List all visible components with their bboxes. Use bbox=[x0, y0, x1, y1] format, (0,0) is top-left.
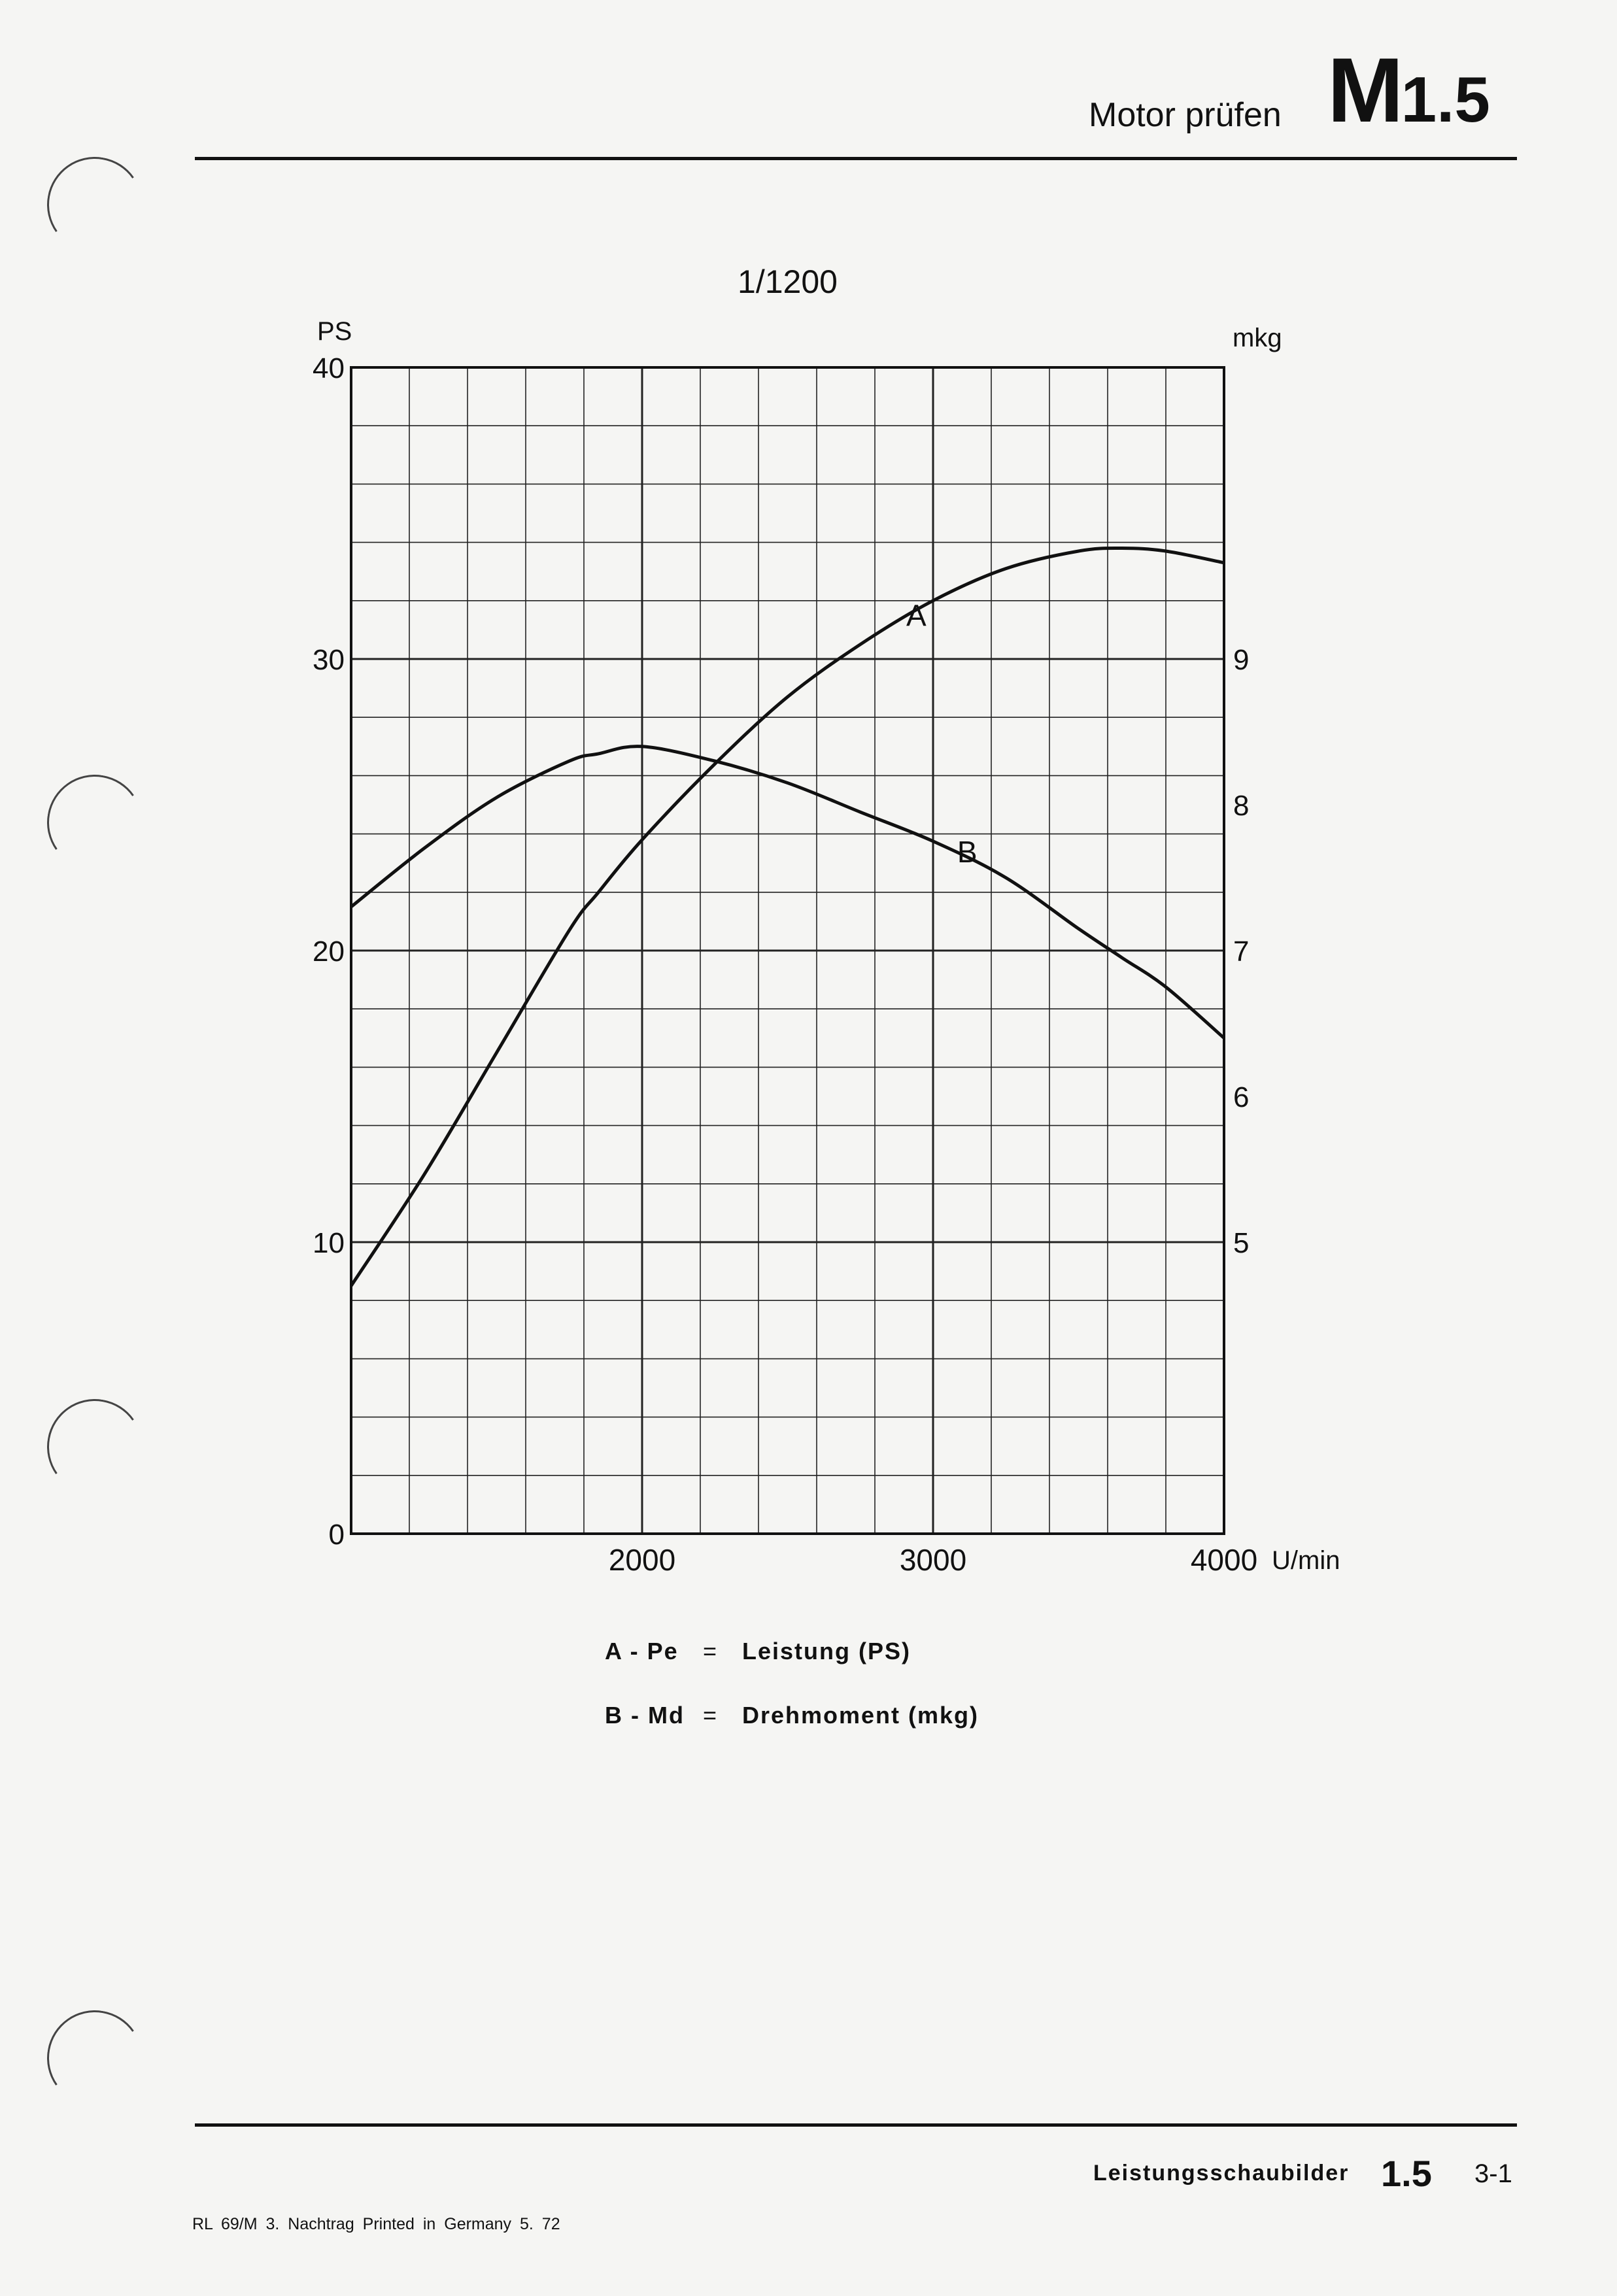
footer-page-number: 3-1 bbox=[1474, 2159, 1512, 2188]
x-tick-label: 3000 bbox=[899, 1543, 967, 1577]
series-label-a: A bbox=[906, 598, 927, 633]
section-title: Motor prüfen bbox=[1089, 96, 1282, 134]
footer-rule bbox=[195, 2123, 1517, 2127]
x-tick-label: 2000 bbox=[608, 1543, 676, 1577]
legend-equals: = bbox=[703, 1702, 719, 1729]
legend-item-b bbox=[605, 1702, 979, 1729]
section-code-number: 1.5 bbox=[1401, 63, 1490, 135]
legend-value: Drehmoment (mkg) bbox=[742, 1702, 979, 1729]
legend-value: Leistung (PS) bbox=[742, 1638, 911, 1664]
legend-equals: = bbox=[703, 1638, 719, 1664]
section-code-letter: M bbox=[1327, 39, 1401, 141]
legend-item-a bbox=[605, 1638, 911, 1665]
footer-label: Leistungsschaubilder bbox=[1093, 2161, 1350, 2186]
footer-section-number: 1.5 bbox=[1381, 2153, 1432, 2194]
y-right-tick-label: 9 bbox=[1233, 644, 1250, 676]
y-left-tick-label: 20 bbox=[313, 936, 345, 968]
chart-title: 1/1200 bbox=[738, 263, 838, 300]
x-axis-unit-label: U/min bbox=[1272, 1546, 1340, 1575]
y-right-tick-label: 6 bbox=[1233, 1081, 1250, 1113]
y-right-tick-label: 8 bbox=[1233, 790, 1250, 822]
y-left-tick-label: 10 bbox=[313, 1227, 345, 1259]
y-left-tick-label: 40 bbox=[313, 352, 345, 384]
y-right-tick-label: 7 bbox=[1233, 936, 1250, 968]
y-axis-left-label: PS bbox=[317, 317, 352, 346]
legend-key: A - Pe bbox=[605, 1638, 679, 1664]
y-right-tick-label: 5 bbox=[1233, 1227, 1250, 1259]
y-left-tick-label: 30 bbox=[313, 644, 345, 676]
y-left-tick-label: 0 bbox=[328, 1519, 345, 1551]
series-label-b: B bbox=[957, 834, 978, 869]
print-info: RL 69/M 3. Nachtrag Printed in Germany 5. 72 bbox=[192, 2215, 560, 2233]
y-axis-right-label: mkg bbox=[1233, 324, 1282, 352]
x-tick-label: 4000 bbox=[1190, 1543, 1258, 1577]
legend-key: B - Md bbox=[605, 1702, 685, 1729]
